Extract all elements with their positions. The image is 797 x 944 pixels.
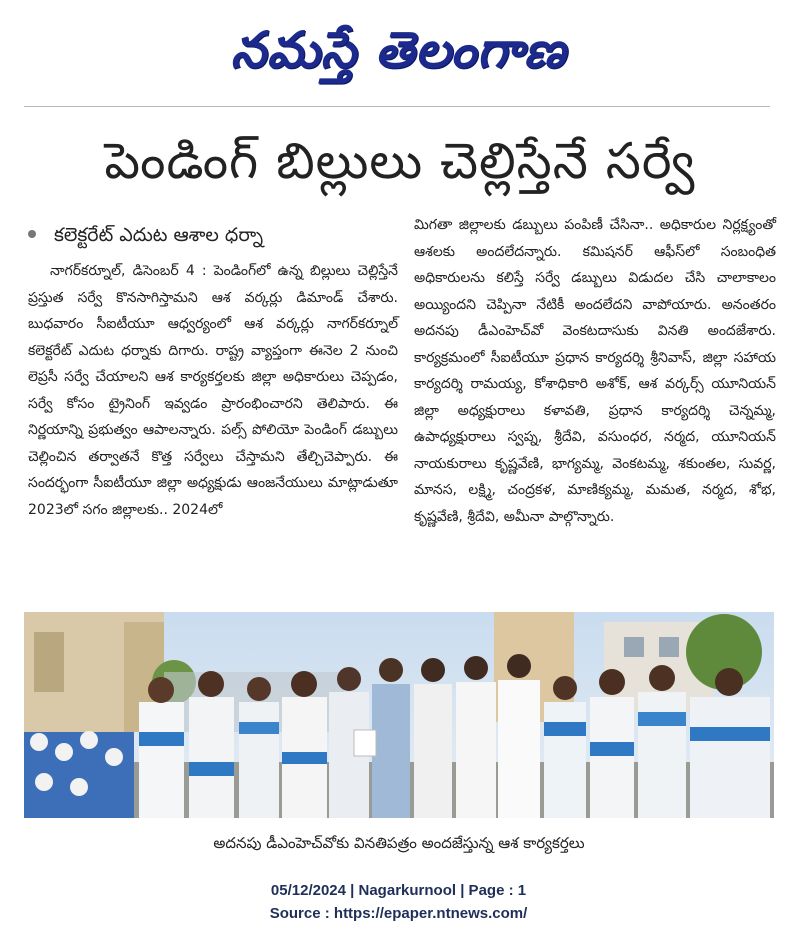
masthead-divider [24,106,770,107]
article-text-right: మిగతా జిల్లాలకు డబ్బులు పంపిణీ చేసినా.. అధికారుల నిర్లక్ష్యంతో ఆశలకు అందలేదన్నారు. కమిషనర్ ఆఫీస్‌లో సంబంధిత అధికారులను కలిస్తే సర్వే డబ్బులు విడుదల చేసి చాలాకాలం అయ్యిందని చెప్పినా నేటికీ అందలేదని వాపోయారు. అనంతరం అదనపు డీఎంహెచ్‌వో వెంకటదాసుకు వినతి అందజేశారు. కార్యక్రమంలో సీఐటీయూ ప్రధాన కార్యదర్శి శ్రీనివాస్, జిల్లా సహాయ కార్యదర్శి రామయ్య, కోశాధికారి అశోక్, ఆశ వర్కర్స్ యూనియన్ జిల్లా అధ్యక్షురాలు కళావతి, ప్రధాన కార్యదర్శి చెన్నమ్మ, ఉపాధ్యక్షురాలు స్వప్న, శ్రీదేవి, వసుంధర, నర్మద, యూనియన్ నాయకురాలు కృష్ణవేణి, భాగ్యమ్మ, వెంకటమ్మ, శకుంతల, సువర్ణ, మానస, లక్ష్మి, చంద్రకళ, మాణిక్యమ్మ, మమత, నర్మద, శోభ, కృష్ణవేణి, శ్రీదేవి, అమీనా పాల్గొన్నారు. [414,217,776,525]
article-photo [24,612,774,818]
article-subheadline: కలెక్టరేట్ ఎదుట ఆశాల ధర్నా [54,224,264,246]
article-column-right [414,212,776,608]
masthead [0,4,797,96]
article-headline: పెండింగ్ బిల్లులు చెల్లిస్తేనే సర్వే [104,132,696,190]
footer-meta: 05/12/2024 | Nagarkurnool | Page : 1 [270,882,527,899]
bullet-dot-icon [28,230,36,238]
article-text-left: నాగర్‌కర్నూల్, డిసెంబర్ 4 : పెండింగ్‌లో ఉన్న బిల్లులు చెల్లిస్తేనే ప్రస్తుత సర్వే కొనసాగిస్తామని ఆశ వర్కర్లు డిమాండ్ చేశారు. బుధవారం సీఐటీయూ ఆధ్వర్యంలో ఆశ వర్కర్లు నాగర్‌కర్నూల్ కలెక్టరేట్ ఎదుట ధర్నాకు దిగారు. రాష్ట్ర వ్యాప్తంగా ఈనెల 2 నుంచి లెప్రసీ సర్వే చేయాలని ఆశ కార్యకర్తలకు జిల్లా అధికారులు చెప్పడం, సర్వే కోసం ట్రైనింగ్ ఇవ్వడం ప్రారంభించారని తెలిపారు. ఈ నిర్ణయాన్ని ప్రభుత్వం ఆపాలన్నారు. పల్స్ పోలియో పెండింగ్ డబ్బులు చెల్లించిన తర్వాతనే కొత్త సర్వేలు చేస్తామని తేల్చిచెప్పారు. ఈ సందర్భంగా సీఐటీయూ జిల్లా అధ్యక్షుడు ఆంజనేయులు మాట్లాడుతూ 2023లో సగం జిల్లాలకు.. 2024లో [28,263,398,518]
protest-photo-illustration [24,612,774,818]
article-subheadline-row [28,218,398,252]
photo-caption: అదనపు డీఎంహెచ్‌వోకు వినతిపత్రం అందజేస్తున్న ఆశ కార్యకర్తలు [213,834,585,852]
article-column-left [28,258,398,608]
masthead-title: నమస్తే తెలంగాణ [230,21,567,79]
footer-source: Source : https://epaper.ntnews.com/ [269,905,528,922]
